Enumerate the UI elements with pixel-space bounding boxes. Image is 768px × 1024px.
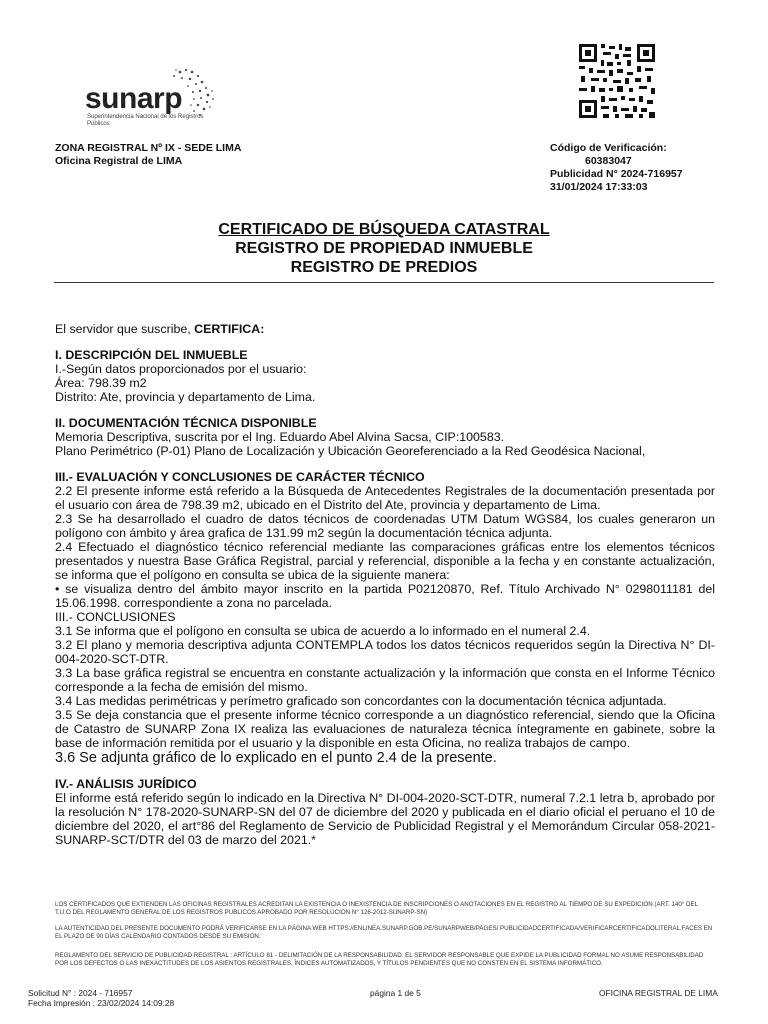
title-certificado: CERTIFICADO DE BÚSQUEDA CATASTRAL — [218, 221, 550, 238]
page-number: página 1 de 5 — [370, 988, 421, 998]
intro-certifica: CERTIFICA: — [194, 322, 265, 336]
section-3-paragraph: 3.6 Se adjunta gráfico de lo explicado en el punto 2.4 de la presente. — [55, 750, 497, 766]
footer-oficina: OFICINA REGISTRAL DE LIMA — [599, 988, 718, 998]
codigo-label: Código de Verificación: — [550, 142, 667, 154]
title-divider — [54, 282, 714, 283]
footer-note-2: LA AUTENTICIDAD DEL PRESENTE DOCUMENTO PODRÁ VERIFICARSE EN LA PÁGINA WEB HTTPS://ENLINEA.SUNARP.GOB.PE/SUNARPWEB/PAGES/ PUBLICIDADCERTIFICADA/VERIFICARCERTIFICADOLITERAL.FACES EN EL PLAZO DE 90 DÍAS CALENDARIO CONTADOS DESDE SU EMISIÓN. — [55, 925, 713, 940]
solicitud-number: Solicitud N° : 2024 - 716957 — [28, 988, 133, 998]
codigo-value: 60383047 — [585, 155, 632, 167]
qr-code-icon — [577, 42, 657, 120]
section-3-paragraph: 3.4 Las medidas perimétricas y perímetro graficado son concordantes con la documentación técnica adjuntada. — [55, 694, 667, 708]
footer-note-3: REGLAMENTO DEL SERVICIO DE PUBLICIDAD REGISTRAL : ARTÍCULO 81 - DELIMITACIÓN DE LA RESPONSABILIDAD. EL SERVIDOR RESPONSABLE QUE EXPIDE LA PUBLICIDAD FORMAL NO ASUME RESPONSABILIDAD POR LOS DEFECTOS O LAS INEXACTITUDES DE LOS ASIENTOS REGISTRALES, ÍNDICES AUTOMATIZADOS, Y TÍTULOS PENDIENTES QUE NO CONSTEN EN EL SISTEMA INFORMÁTICO. — [55, 952, 704, 967]
header-right — [550, 142, 683, 194]
section-2-line: Memoria Descriptiva, suscrita por el Ing. Eduardo Abel Alvina Sacsa, CIP:100583. — [55, 430, 505, 444]
sunarp-logo: sunarp — [85, 82, 183, 115]
intro-text: El servidor que suscribe, — [55, 322, 195, 336]
oficina-registral: Oficina Registral de LIMA — [55, 155, 183, 167]
print-date: Fecha Impresión : 23/02/2024 14:09:28 — [28, 998, 175, 1008]
footer-request-info — [28, 988, 174, 1008]
title-registro-predios: REGISTRO DE PREDIOS — [290, 259, 478, 276]
publicidad-number: Publicidad N° 2024-716957 — [550, 168, 683, 180]
section-3-paragraph: 2.4 Efectuado el diagnóstico técnico referencial mediante las comparaciones gráficas entre los elementos técnicos presentados y nuestra Base Gráfica Registral, parcial y referencial, disponible a la fecha y en constante actualización, se informa que el polígono en consulta se ubica de la siguiente manera: — [55, 540, 715, 582]
zona-registral: ZONA REGISTRAL Nº IX - SEDE LIMA — [55, 142, 242, 154]
section-3-paragraph: 2.2 El presente informe está referido a la Búsqueda de Antecedentes Registrales de la documentación presentada por el usuario con área de 798.39 m2, ubicado en el Distrito del Ate, provincia y departamento de Lima. — [55, 484, 715, 512]
section-1-line: Área: 798.39 m2 — [55, 376, 147, 390]
section-2-line: Plano Perimétrico (P-01) Plano de Localización y Ubicación Georeferenciado a la Red Geodésica Nacional, — [55, 444, 646, 458]
section-3-paragraph: 3.1 Se informa que el polígono en consulta se ubica de acuerdo a lo informado en el numeral 2.4. — [55, 624, 591, 638]
section-3-paragraph: 3.5 Se deja constancia que el presente informe técnico corresponde a un diagnóstico referencial, siendo que la Oficina de Catastro de SUNARP Zona IX realiza las evaluaciones de naturaleza técnica íntegramente en gabinete, sobre la base de información remitida por el usuario y la disponible en esta Oficina, no realiza trabajos de campo. — [55, 708, 715, 750]
section-3-paragraph: III.- CONCLUSIONES — [55, 610, 176, 624]
section-4-title: IV.- ANÁLISIS JURÍDICO — [55, 777, 197, 791]
issue-date: 31/01/2024 17:33:03 — [550, 181, 648, 193]
section-1-title: I. DESCRIPCIÓN DEL INMUEBLE — [55, 348, 248, 362]
section-3-paragraph: • se visualiza dentro del ámbito mayor inscrito en la partida P02120870, Ref. Título Archivado N° 0298011181 del 15.06.1998. correspondiente a zona no parcelada. — [55, 582, 715, 610]
section-3-paragraph: 3.3 La base gráfica registral se encuentra en constante actualización y la información que consta en el Informe Técnico corresponde a la fecha de emisión del mismo. — [55, 666, 715, 694]
title-registro-propiedad: REGISTRO DE PROPIEDAD INMUEBLE — [235, 240, 533, 257]
section-1-line: I.-Según datos proporcionados por el usuario: — [55, 362, 307, 376]
logo-subtitle: Superintendencia Nacional de los Registros Públicos — [87, 114, 204, 127]
document-titles — [0, 220, 768, 277]
section-4-paragraph: El informe está referido según lo indicado en la Directiva N° DI-004-2020-SCT-DTR, numeral 7.2.1 letra b, aprobado por la resolución N° 178-2020-SUNARP-SN del 07 de diciembre del 2020 y publicada en el diario oficial el peruano el 10 de diciembre del 2020, el art°86 del Reglamento de Servicio de Publicidad Registral y el Memorándum Circular 058-2021-SUNARP-SCT/DTR del 03 de marzo del 2021.* — [55, 791, 715, 847]
header-left — [55, 142, 241, 168]
section-2-title: II. DOCUMENTACIÓN TÉCNICA DISPONIBLE — [55, 416, 317, 430]
footer-note-1: LOS CERTIFICADOS QUE EXTIENDEN LAS OFICINAS REGISTRALES ACREDITAN LA EXISTENCIA O INEXISTENCIA DE INSCRIPCIONES O ANOTACIONES EN EL REGISTRO AL TIEMPO DE SU EXPEDICION (ART. 140° DEL T.U.O DEL REGLAMENTO GENERAL DE LOS REGISTROS PUBLICOS APROBADO POR RESOLUCION N° 126-2012-SUNARP-SN) — [55, 901, 698, 916]
intro-line — [55, 322, 715, 336]
section-1-line: Distrito: Ate, provincia y departamento de Lima. — [55, 390, 316, 404]
section-3-title: III.- EVALUACIÓN Y CONCLUSIONES DE CARÁCTER TÉCNICO — [55, 470, 425, 484]
document-body — [55, 322, 715, 847]
section-3-paragraph: 3.2 El plano y memoria descriptiva adjunta CONTEMPLA todos los datos técnicos requeridos según la Directiva N° DI-004-2020-SCT-DTR. — [55, 638, 715, 666]
section-3-paragraph: 2.3 Se ha desarrollado el cuadro de datos técnicos de coordenadas UTM Datum WGS84, los cuales generaron un polígono con ámbito y área grafica de 131.99 m2 según la documentación técnica adjunta. — [55, 512, 715, 540]
